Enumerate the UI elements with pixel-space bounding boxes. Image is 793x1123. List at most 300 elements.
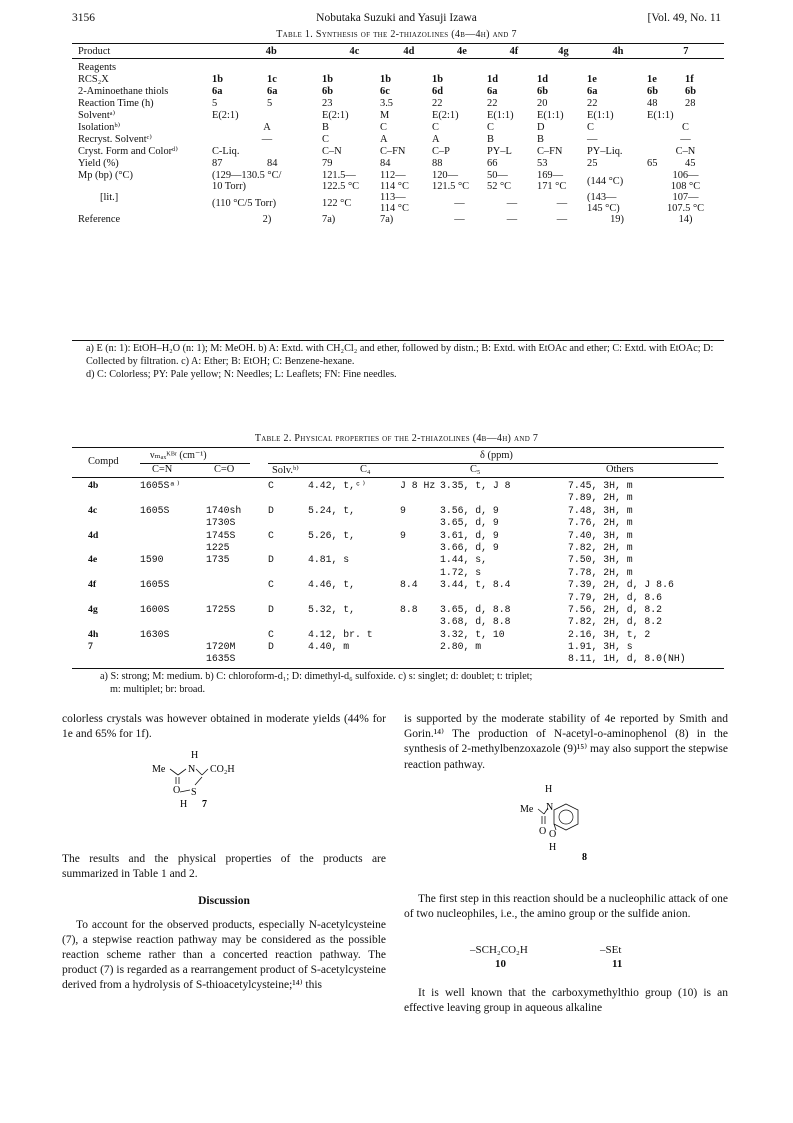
t2-cell: C xyxy=(268,628,274,640)
t1-cell: C–FN xyxy=(380,146,406,157)
t1-cell: C–P xyxy=(432,146,450,157)
t2-footnote-1: a) S: strong; M: medium. b) C: chloroform-d₁; D: dimethyl-d₆ sulfoxide. c) s: singlet; d: doublet; t: triplet; xyxy=(100,671,533,682)
journal-ref: [Vol. 49, No. 11 xyxy=(647,12,721,24)
t1-cell: E(1:1) xyxy=(587,110,614,121)
table2-row xyxy=(72,554,724,566)
t1-cell: (144 °C) xyxy=(587,175,624,187)
t1-cell: C–N xyxy=(675,146,696,157)
t2-cell xyxy=(400,517,440,529)
t1-row-lit xyxy=(72,192,724,214)
t2-cell: 1.44, s, xyxy=(440,554,488,566)
svg-text:H: H xyxy=(191,750,199,761)
t1-cell: 1b xyxy=(322,74,333,85)
t1-cell: E(2:1) xyxy=(432,110,459,121)
t1-label: Reaction Time (h) xyxy=(78,98,154,109)
table1-footnotes xyxy=(86,342,721,381)
t1-cell: — xyxy=(261,134,273,145)
t2-cell: 1605S xyxy=(140,504,170,516)
t2-cell xyxy=(268,492,308,504)
t2-cell: 4.12, br. t xyxy=(308,628,373,640)
t2-cell xyxy=(400,542,440,554)
t1-cell: B xyxy=(537,134,544,145)
table2-row xyxy=(72,480,724,492)
formula-11: –SEt xyxy=(600,944,622,956)
t1-row-recryst xyxy=(72,134,724,146)
t1-row-reference xyxy=(72,214,724,226)
t2-cell: 1225 xyxy=(206,541,230,553)
t1-label: Yield (%) xyxy=(78,158,119,169)
t1-cell: 6b xyxy=(647,86,658,97)
t2-cell: 1600S xyxy=(140,603,170,615)
t1-cell: 22 xyxy=(432,98,443,109)
t2-cell: 4g xyxy=(88,603,98,615)
t2-cell: 4.46, t, xyxy=(308,579,356,591)
t2-cell: 1635S xyxy=(206,653,236,665)
t1-cell: C xyxy=(587,122,594,133)
t2-cell: 3.35, t, J 8 xyxy=(440,480,511,491)
t1-cell: 2) xyxy=(262,214,272,225)
t2-cell: 4h xyxy=(88,628,99,640)
t1-cell: — xyxy=(556,214,568,225)
table2-row xyxy=(72,616,724,628)
structure-7-label: 7 xyxy=(202,799,207,810)
t1-cell: C–FN xyxy=(537,146,563,157)
t2-head-compd: Compd xyxy=(88,456,119,467)
t2-cell xyxy=(206,616,268,628)
t1-cell: 6a xyxy=(487,86,498,97)
t2-cell: 1.72, s xyxy=(440,566,482,578)
t2-cell: 4d xyxy=(88,529,99,541)
t1-cell: 66 xyxy=(487,158,498,169)
t2-cell: 9 xyxy=(400,529,406,541)
t1-label: Recryst. Solventᶜ⁾ xyxy=(78,134,152,145)
t2-cell xyxy=(400,629,440,641)
t1-cell: PY–Liq. xyxy=(587,146,623,157)
t2-cell xyxy=(268,592,308,604)
t1-footnote-a: a) E (n: 1): EtOH–H₂O (n: 1); M: MeOH. xyxy=(86,343,256,354)
t1-cell: C xyxy=(322,134,329,145)
t2-cell xyxy=(72,616,140,628)
t1-cell: 106— 108 °C xyxy=(670,170,701,192)
table2-row xyxy=(72,629,724,641)
structure-8-diagram xyxy=(500,782,610,882)
t2-cell: 4.42, t,ᶜ⁾ xyxy=(308,480,367,491)
t1-cell: 19) xyxy=(610,214,624,225)
t1-row-reagents xyxy=(72,62,724,74)
t2-cell xyxy=(72,653,140,665)
t2-cell: 7.56, 2H, d, 8.2 xyxy=(568,603,663,615)
t2-cell xyxy=(72,492,140,504)
t1-cell: 28 xyxy=(685,98,696,109)
t1-row-yield xyxy=(72,158,724,170)
t1-cell: C xyxy=(487,122,494,133)
t1-label: [lit.] xyxy=(100,192,119,203)
t1-cell: 6a xyxy=(587,86,598,97)
t1-cell: 1e xyxy=(587,74,597,85)
t2-cell xyxy=(140,616,206,628)
t1-cell: 53 xyxy=(537,158,548,169)
svg-text:H: H xyxy=(549,842,557,853)
structure-8-label: 8 xyxy=(582,852,587,863)
t1-cell: — xyxy=(454,214,465,225)
t1-cell: E(2:1) xyxy=(322,110,349,121)
table2-top-rule xyxy=(72,447,724,448)
t2-cell: 3.65, d, 9 xyxy=(440,517,499,529)
svg-text:O: O xyxy=(173,785,181,796)
right-paragraph-1: is supported by the moderate stability of 4e reported by Smith and Gorin.¹⁴⁾ The production of N-acetyl-o-aminophenol (8) in the synthesis of 2-methylbenzoxazole (9)¹⁵⁾ may also support the stepwise reaction pathway. xyxy=(404,713,728,771)
t1-label: Cryst. Form and Colorᵈ⁾ xyxy=(78,146,178,157)
t2-cell: 1630S xyxy=(140,628,170,640)
left-paragraph-2: The results and the physical properties of the products are summarized in Table 1 and 2. xyxy=(62,853,386,881)
table2-footnotes xyxy=(100,670,720,696)
svg-text:N: N xyxy=(188,764,196,775)
t2-cell: 7.50, 3H, m xyxy=(568,554,633,566)
t1-cell: E(1:1) xyxy=(537,110,564,121)
t2-cell: 3.68, d, 8.8 xyxy=(440,616,511,628)
t1-cell: — xyxy=(506,214,518,225)
t1-cell: B xyxy=(487,134,494,145)
t1-cell: (129—130.5 °C/ 10 Torr) xyxy=(212,170,282,192)
t2-head-others: Others xyxy=(606,464,634,475)
t2-cell: C xyxy=(268,480,274,491)
formula-10-label: 10 xyxy=(495,958,506,970)
t2-cell xyxy=(268,653,308,665)
t2-cell: C xyxy=(268,529,274,541)
t2-cell: 2.16, 3H, t, 2 xyxy=(568,628,651,640)
t1-head-4g: 4g xyxy=(558,46,569,57)
t2-cell xyxy=(308,592,400,604)
t2-cell: 7.40, 3H, m xyxy=(568,529,633,541)
t1-cell: 22 xyxy=(587,98,598,109)
t2-cell xyxy=(140,592,206,604)
t2-head-delta: δ (ppm) xyxy=(480,450,513,461)
t1-cell: — xyxy=(556,197,568,209)
t1-footnote-d: d) C: Colorless; PY: Pale yellow; N: Needles; L: Leaflets; FN: Fine needles. xyxy=(86,369,397,380)
t1-cell: A xyxy=(263,122,271,133)
t1-cell: — xyxy=(587,134,598,145)
t2-cell xyxy=(400,653,440,665)
table2-caption: Table 2. Physical properties of the 2-thiazolines (4b—4h) and 7 xyxy=(254,433,539,444)
t1-cell: 87 xyxy=(212,158,223,169)
table2-bottom-rule xyxy=(72,668,724,669)
t2-cell: J 8 Hz xyxy=(400,480,436,491)
t1-cell: C–N xyxy=(322,146,342,157)
t1-row-mp xyxy=(72,170,724,192)
t1-label: Mp (bp) (°C) xyxy=(78,170,133,181)
svg-text:N: N xyxy=(546,802,554,813)
t2-cell: 3.44, t, 8.4 xyxy=(440,579,511,591)
page-number: 3156 xyxy=(72,12,95,24)
t2-cell: D xyxy=(268,641,274,653)
t2-cell xyxy=(440,492,568,504)
t1-cell: — xyxy=(506,197,518,209)
t1-head-4c: 4c xyxy=(349,46,360,57)
left-paragraph-3: To account for the observed products, especially N-acetylcysteine (7), a stepwise reaction pathway may be considered as the possible reaction scheme rather than a concerted reaction pathway. The product (7) is regarded as a rearrangement product of S-acetylcysteine derived from a hydrolysis of S-thioacetylcysteine;¹⁴⁾ this xyxy=(62,918,386,992)
table2-row xyxy=(72,505,724,517)
t1-cell: M xyxy=(380,110,390,121)
t1-cell: 1d xyxy=(537,74,548,85)
t1-cell: 120— 121.5 °C xyxy=(432,170,470,192)
t2-cell: 7.82, 2H, d, 8.2 xyxy=(568,616,663,628)
t1-cell: 48 xyxy=(647,98,658,109)
t2-head-solv: Solv.ᵇ⁾ xyxy=(272,465,299,476)
t1-cell: C xyxy=(432,122,439,133)
t1-cell: 79 xyxy=(322,158,333,169)
t1-cell: — xyxy=(680,134,691,145)
t2-head-c4: C₄ xyxy=(360,464,371,475)
t1-cell: 6b xyxy=(537,86,548,97)
svg-text:O: O xyxy=(539,826,547,837)
t1-row-time xyxy=(72,98,724,110)
left-paragraph-1: colorless crystals was however obtained in moderate yields (44% for 1e and 65% for 1f). xyxy=(62,713,386,741)
table1-bottom-rule xyxy=(72,340,724,341)
t2-cell: 8.8 xyxy=(400,603,418,615)
t2-cell xyxy=(140,492,206,504)
table2-row xyxy=(72,592,724,604)
t1-cell: 5 xyxy=(267,98,273,109)
t1-cell: 20 xyxy=(537,98,548,109)
t1-cell: 22 xyxy=(487,98,498,109)
t2-cell xyxy=(308,567,400,579)
t1-row-thiols xyxy=(72,86,724,98)
t1-cell: (143— 145 °C) xyxy=(587,192,620,214)
t1-cell: C xyxy=(682,122,689,133)
t1-cell: 169— 171 °C xyxy=(537,170,567,192)
t2-cell: 7.82, 2H, m xyxy=(568,541,633,553)
t2-head-cn: C=N xyxy=(152,464,173,475)
t2-cell: D xyxy=(268,554,274,566)
t2-cell: 7.48, 3H, m xyxy=(568,504,633,516)
t1-cell: 88 xyxy=(432,158,443,169)
t1-cell: 7a) xyxy=(380,214,394,225)
t1-row-isolation xyxy=(72,122,724,134)
t1-head-4e: 4e xyxy=(457,46,467,57)
svg-text:Me: Me xyxy=(152,764,166,775)
t1-head-4b: 4b xyxy=(265,46,277,57)
svg-text:H: H xyxy=(545,784,553,795)
t2-cell: 7.76, 2H, m xyxy=(568,517,633,529)
t2-head-co: C=O xyxy=(214,464,235,475)
t1-cell: 6b xyxy=(322,86,333,97)
t2-cell xyxy=(72,517,140,529)
table1-head xyxy=(72,46,724,58)
svg-text:H: H xyxy=(180,799,188,810)
t1-cell: C-Liq. xyxy=(212,146,240,157)
t2-cell xyxy=(308,517,400,529)
t1-footnote-c: c) A: Ether; B: EtOH; C: Benzene-hexane. xyxy=(181,356,355,367)
svg-text:S: S xyxy=(191,787,197,798)
t1-cell: (110 °C/5 Torr) xyxy=(212,197,277,209)
t1-cell: 14) xyxy=(678,214,693,225)
t2-cell xyxy=(268,567,308,579)
table2-row xyxy=(72,530,724,542)
t1-cell: 1b xyxy=(212,74,223,85)
t2-cell: 2.80, m xyxy=(440,641,482,653)
t2-cell: C xyxy=(268,579,274,591)
t2-cell: 3.61, d, 9 xyxy=(440,529,499,541)
t2-cell: 1720M xyxy=(206,641,236,653)
t1-cell: — xyxy=(454,197,465,209)
t1-cell: 1f xyxy=(685,74,694,85)
t1-label: RCS₂X xyxy=(78,74,109,85)
t1-label: 2-Aminoethane thiols xyxy=(78,86,169,97)
t2-cell: 3.66, d, 9 xyxy=(440,541,499,553)
t2-cell: 7.78, 2H, m xyxy=(568,566,633,578)
t2-cell: 9 xyxy=(400,504,406,516)
t2-cell xyxy=(308,616,400,628)
t2-cell: 1605S xyxy=(140,579,170,591)
right-paragraph-2: The first step in this reaction should be a nucleophilic attack of one of two nucleophiles, i.e., the amino group or the sulfide anion. xyxy=(404,893,728,921)
discussion-heading: Discussion xyxy=(198,895,250,908)
t1-cell: 6c xyxy=(380,86,390,97)
t1-cell: 121.5— 122.5 °C xyxy=(322,170,360,192)
table1-caption: Table 1. Synthesis of the 2-thiazolines (4b—4h) and 7 xyxy=(276,29,517,40)
t1-row-cryst-form xyxy=(72,146,724,158)
t1-label: Reagents xyxy=(78,62,117,73)
t2-cell: 7.79, 2H, d, 8.6 xyxy=(568,591,663,603)
structure-7-diagram xyxy=(140,748,270,838)
table2-row xyxy=(72,604,724,616)
t2-cell xyxy=(206,480,268,492)
right-paragraph-3: It is well known that the carboxymethylthio group (10) is an effective leaving group in aqueous alkaline xyxy=(404,987,728,1015)
t2-cell: 1605Sᵃ⁾ xyxy=(140,480,182,491)
t2-cell xyxy=(206,579,268,591)
t2-cell: 1590 xyxy=(140,554,164,566)
formula-10: –SCH₂CO₂H xyxy=(470,944,528,956)
t2-cell xyxy=(400,492,440,504)
t2-cell xyxy=(400,616,440,628)
t2-cell xyxy=(268,616,308,628)
t2-cell: 4b xyxy=(88,480,99,491)
t1-cell: E(1:1) xyxy=(487,110,514,121)
t1-cell: 84 xyxy=(380,158,391,169)
table2-row xyxy=(72,641,724,653)
t2-cell: D xyxy=(268,603,274,615)
t2-cell: 8.4 xyxy=(400,579,418,591)
t1-label: Solventᵃ⁾ xyxy=(78,110,116,121)
t1-cell: 3.5 xyxy=(380,98,393,109)
t1-cell: 107— 107.5 °C xyxy=(666,192,705,214)
svg-text:CO₂H: CO₂H xyxy=(210,764,235,775)
t2-cell: 1740sh xyxy=(206,504,242,516)
t2-cell: 4.81, s xyxy=(308,554,350,566)
t1-head-7: 7 xyxy=(683,46,689,57)
t1-cell: 1c xyxy=(267,74,277,85)
t2-head-c5: C₅ xyxy=(470,464,481,475)
svg-text:Me: Me xyxy=(520,804,534,815)
t1-head-4d: 4d xyxy=(403,46,415,57)
t1-cell: PY–L xyxy=(487,146,512,157)
t2-head-ir: νₘₐₓᴷᴮʳ (cm⁻¹) xyxy=(150,450,207,461)
t2-cell: 7.45, 3H, m xyxy=(568,480,633,491)
t2-cell: 1730S xyxy=(206,517,236,529)
t2-cell xyxy=(308,653,400,665)
t2-cell: 1735 xyxy=(206,554,230,566)
t2-cell: 1745S xyxy=(206,529,236,541)
table2-row xyxy=(72,567,724,579)
t2-delta-brace xyxy=(268,463,718,464)
svg-text:O: O xyxy=(549,829,557,840)
t2-cell: 7 xyxy=(88,641,93,653)
table1-top-rule xyxy=(72,43,724,44)
t1-row-rcs2x xyxy=(72,74,724,86)
t1-cell: E(2:1) xyxy=(212,110,239,121)
t1-cell: D xyxy=(537,122,545,133)
t1-head-4h: 4h xyxy=(612,46,624,57)
t2-cell: 3.32, t, 10 xyxy=(440,628,505,640)
t2-cell xyxy=(440,592,568,604)
t2-cell: 4e xyxy=(88,554,98,566)
t1-cell: 113— 114 °C xyxy=(380,192,409,214)
t2-cell: 3.65, d, 8.8 xyxy=(440,603,511,615)
t2-cell: D xyxy=(268,504,274,516)
t2-cell xyxy=(308,492,400,504)
t1-footnote-b: b) A: Extd. with CH₂Cl₂ and ether, followed by distn.; B: Extd. with EtOAc and ether; C: Extd. with EtOAc; D: Collected by filtration. xyxy=(86,343,714,367)
running-authors: Nobutaka Suzuki and Yasuji Izawa xyxy=(316,12,477,24)
t1-cell: 112— 114 °C xyxy=(380,170,409,192)
t1-cell: 1b xyxy=(380,74,391,85)
table2-row xyxy=(72,653,724,665)
t1-cell: C xyxy=(380,122,387,133)
table1-body xyxy=(72,62,724,226)
t2-cell xyxy=(268,517,308,529)
t2-cell xyxy=(140,517,206,529)
t2-cell xyxy=(140,542,206,554)
t2-cell: 8.11, 1H, d, 8.0(NH) xyxy=(568,653,686,665)
t2-cell: 5.24, t, xyxy=(308,504,356,516)
t2-cell xyxy=(440,653,568,665)
t2-cell: 5.32, t, xyxy=(308,603,356,615)
t1-cell: 6a xyxy=(212,86,223,97)
t2-cell: 4.40, m xyxy=(308,641,350,653)
t2-cell xyxy=(140,641,206,653)
t2-cell xyxy=(140,653,206,665)
t2-cell xyxy=(206,629,268,641)
t1-cell: 84 xyxy=(267,158,278,169)
t1-cell: 122 °C xyxy=(322,197,352,209)
t1-row-solvent xyxy=(72,110,724,122)
table2-row xyxy=(72,517,724,529)
table2-body xyxy=(72,480,724,666)
t2-cell: 7.89, 2H, m xyxy=(568,492,633,504)
t2-cell: 5.26, t, xyxy=(308,529,356,541)
t2-cell xyxy=(72,542,140,554)
t1-cell: 50— 52 °C xyxy=(487,170,512,192)
t2-cell xyxy=(140,567,206,579)
t2-cell xyxy=(400,554,440,566)
t2-cell xyxy=(72,567,140,579)
t2-footnote-2: m: multiplet; br: broad. xyxy=(110,684,206,695)
t1-cell: 7a) xyxy=(322,214,336,225)
t1-label: Reference xyxy=(78,214,121,225)
t1-cell: A xyxy=(380,134,388,145)
t1-head-product: Product xyxy=(78,46,111,57)
t2-cell xyxy=(206,592,268,604)
t2-cell: 7.39, 2H, d, J 8.6 xyxy=(568,579,674,591)
t1-cell: 6d xyxy=(432,86,443,97)
t1-cell: 1b xyxy=(432,74,443,85)
t1-cell: 6a xyxy=(267,86,278,97)
t1-cell: 23 xyxy=(322,98,333,109)
table2-row xyxy=(72,492,724,504)
t2-cell xyxy=(308,542,400,554)
formula-11-label: 11 xyxy=(612,958,623,970)
t2-cell: 4c xyxy=(88,504,98,516)
t2-cell xyxy=(400,567,440,579)
t2-cell: 4f xyxy=(88,579,97,591)
table2-row xyxy=(72,542,724,554)
t1-cell: 25 xyxy=(587,158,598,169)
